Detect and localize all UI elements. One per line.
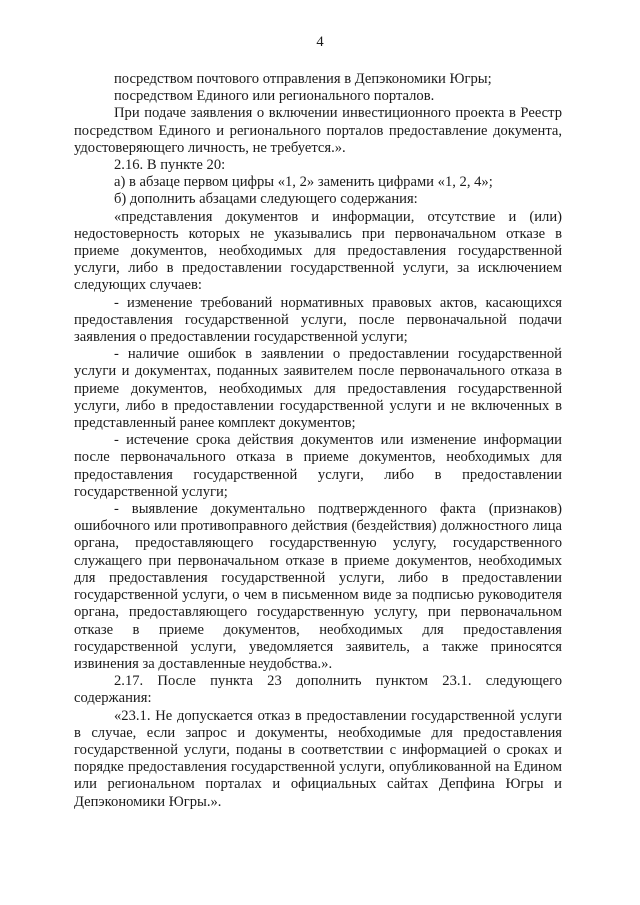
paragraph: - изменение требований нормативных правовых актов, касающихся предоставления государственной услуги, после первоначальной подачи заявления о предоставлении государственной услуги;	[74, 294, 562, 346]
page-number: 4	[316, 34, 324, 50]
paragraph: - выявление документально подтвержденного факта (признаков) ошибочного или противоправного действия (бездействия) должностного лица органа, предоставляющего государственную услугу, государственного служащего при первоначальном отказе в приеме документов, необходимых для предоставления государственной услуги, либо в предоставлении государственной услуги, о чем в письменном виде за подписью руководителя органа, предоставляющего государственную услугу, при первоначальном отказе в приеме документов, необходимых для предоставления государственной услуги, уведомляется заявитель, а также приносятся извинения за доставленные неудобства.».	[74, 501, 562, 672]
paragraph: посредством Единого или регионального порталов.	[114, 88, 435, 105]
paragraph: а) в абзаце первом цифры «1, 2» заменить цифрами «1, 2, 4»;	[114, 174, 493, 191]
document-body	[74, 71, 562, 811]
paragraph: - наличие ошибок в заявлении о предоставлении государственной услуги и документах, поданных заявителем после первоначального отказа в приеме документов, необходимых для предоставления государственной услуги, либо в предоставлении государственной услуги и не включенных в представленный ранее комплект документов;	[74, 346, 562, 432]
paragraph: 2.16. В пункте 20:	[114, 157, 226, 174]
paragraph: - истечение срока действия документов или изменение информации после первоначального отказа в приеме документов, необходимых для предоставления государственной услуги, либо в предоставлении государственной услуги;	[74, 432, 562, 500]
paragraph: При подаче заявления о включении инвестиционного проекта в Реестр посредством Единого и регионального порталов предоставление документа, удостоверяющего личность, не требуется.».	[74, 105, 562, 156]
paragraph: посредством почтового отправления в Депэкономики Югры;	[114, 71, 492, 87]
paragraph: 2.17. После пункта 23 дополнить пунктом 23.1. следующего содержания:	[74, 673, 562, 707]
paragraph: «23.1. Не допускается отказ в предоставлении государственной услуги в случае, если запрос и документы, необходимые для предоставления государственной услуги, поданы в соответствии с информацией о сроках и порядке предоставления государственной услуги, опубликованной на Едином или региональном порталах и официальных сайтах Депфина Югры и Депэкономики Югры.».	[74, 707, 562, 810]
paragraph: б) дополнить абзацами следующего содержания:	[114, 191, 418, 208]
paragraph: «представления документов и информации, отсутствие и (или) недостоверность которых не указывались при первоначальном отказе в приеме документов, необходимых для предоставления государственной услуги, либо в предоставлении государственной услуги, за исключением следующих случаев:	[74, 208, 562, 294]
